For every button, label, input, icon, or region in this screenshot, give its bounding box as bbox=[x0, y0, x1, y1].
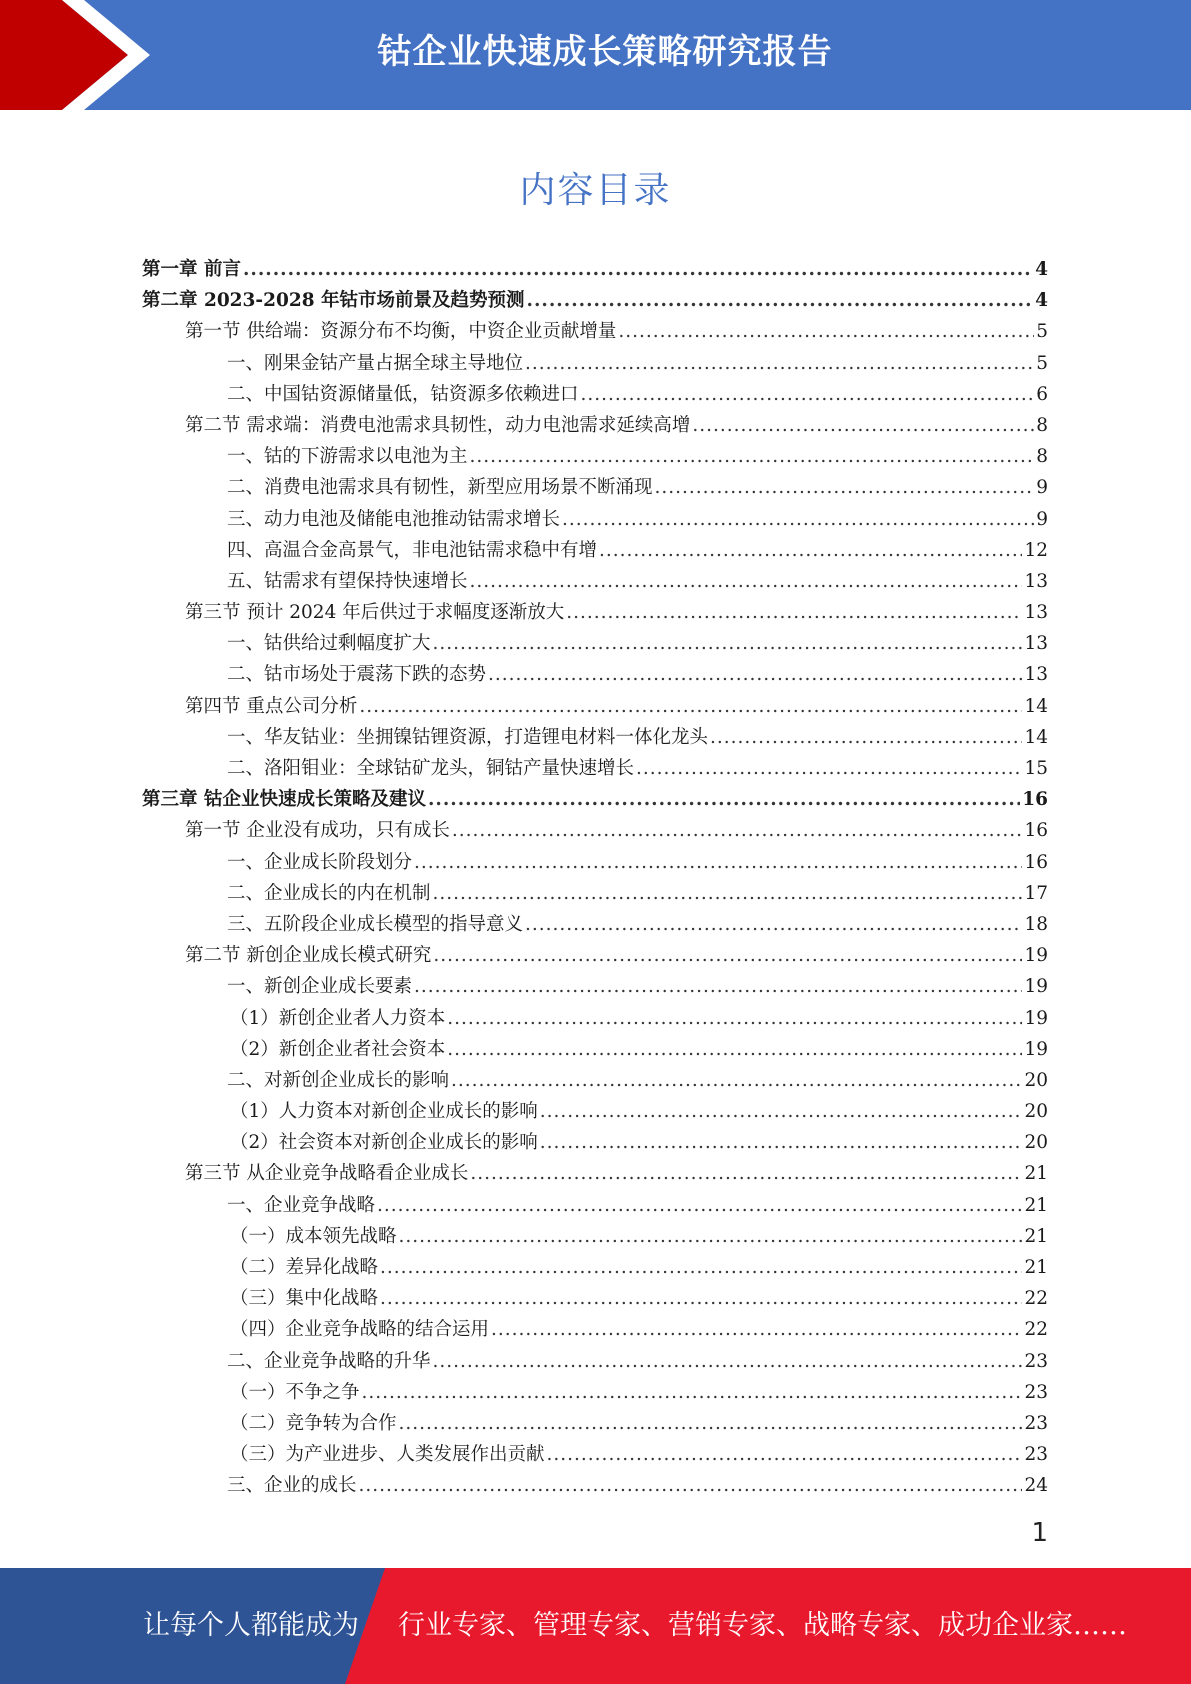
toc-dot-leader bbox=[491, 1314, 1022, 1345]
toc-entry[interactable] bbox=[142, 285, 1048, 316]
toc-entry-page: 23 bbox=[1024, 1381, 1048, 1403]
toc-entry-page: 16 bbox=[1024, 820, 1048, 842]
toc-entry-page: 23 bbox=[1024, 1444, 1048, 1466]
toc-entry-page: 24 bbox=[1024, 1475, 1048, 1497]
toc-dot-leader bbox=[540, 1096, 1023, 1127]
toc-entry[interactable] bbox=[142, 535, 1048, 566]
toc-entry-page: 21 bbox=[1024, 1194, 1048, 1216]
toc-entry-page: 14 bbox=[1024, 726, 1048, 748]
toc-entry[interactable] bbox=[142, 410, 1048, 441]
toc-dot-leader bbox=[433, 878, 1023, 909]
toc-entry[interactable] bbox=[142, 441, 1048, 472]
toc-entry[interactable] bbox=[142, 1283, 1048, 1314]
toc-dot-leader bbox=[581, 379, 1035, 410]
toc-dot-leader bbox=[414, 847, 1022, 878]
toc-entry[interactable] bbox=[142, 1377, 1048, 1408]
toc-entry[interactable] bbox=[142, 566, 1048, 597]
toc-entry[interactable] bbox=[142, 1314, 1048, 1345]
toc-entry-title: 第一节 企业没有成功，只有成长 bbox=[185, 820, 450, 842]
toc-entry-title: （三）集中化战略 bbox=[230, 1288, 379, 1310]
toc-entry[interactable] bbox=[142, 940, 1048, 971]
toc-entry[interactable] bbox=[142, 659, 1048, 690]
toc-dot-leader bbox=[399, 1221, 1023, 1252]
toc-entry-page: 19 bbox=[1024, 976, 1048, 998]
toc-entry[interactable] bbox=[142, 254, 1048, 285]
toc-dot-leader bbox=[359, 691, 1022, 722]
toc-entry-title: 一、华友钴业：坐拥镍钴锂资源，打造锂电材料一体化龙头 bbox=[227, 726, 709, 748]
toc-entry-page: 17 bbox=[1024, 882, 1048, 904]
toc-entry[interactable] bbox=[142, 1408, 1048, 1439]
toc-entry[interactable] bbox=[142, 784, 1048, 815]
toc-entry[interactable] bbox=[142, 722, 1048, 753]
report-title: 钴企业快速成长策略研究报告 bbox=[377, 32, 833, 72]
toc-entry-title: 一、刚果金钴产量占据全球主导地位 bbox=[227, 352, 524, 374]
toc-entry-title: （1）新创企业者人力资本 bbox=[230, 1007, 446, 1029]
toc-entry-page: 12 bbox=[1024, 539, 1048, 561]
toc-entry-title: 第一节 供给端：资源分布不均衡，中资企业贡献增量 bbox=[185, 321, 617, 343]
toc-entry-title: 五、钴需求有望保持快速增长 bbox=[227, 570, 468, 592]
toc-entry[interactable] bbox=[142, 316, 1048, 347]
toc-entry-page: 9 bbox=[1036, 508, 1048, 530]
toc-dot-leader bbox=[527, 285, 1034, 316]
toc-dot-leader bbox=[362, 1377, 1023, 1408]
toc-entry-title: 二、消费电池需求具有韧性，新型应用场景不断涌现 bbox=[227, 477, 653, 499]
toc-entry-title: 第二节 需求端：消费电池需求具韧性，动力电池需求延续高增 bbox=[185, 414, 691, 436]
toc-dot-leader bbox=[447, 1003, 1022, 1034]
toc-entry-title: 四、高温合金高景气，非电池钴需求稳中有增 bbox=[227, 539, 598, 561]
toc-entry-title: 第二章 2023-2028 年钴市场前景及趋势预测 bbox=[142, 290, 525, 312]
toc-entry[interactable] bbox=[142, 1096, 1048, 1127]
toc-dot-leader bbox=[470, 566, 1023, 597]
toc-entry[interactable] bbox=[142, 691, 1048, 722]
toc-entry-page: 15 bbox=[1024, 758, 1048, 779]
toc-dot-leader bbox=[525, 348, 1034, 379]
toc-entry-title: 第三章 钴企业快速成长策略及建议 bbox=[142, 789, 426, 811]
toc-dot-leader bbox=[525, 909, 1022, 940]
toc-entry-page: 13 bbox=[1024, 664, 1048, 686]
toc-entry-page: 5 bbox=[1036, 321, 1048, 343]
toc-entry-page: 14 bbox=[1024, 695, 1048, 717]
toc-entry[interactable] bbox=[142, 1252, 1048, 1283]
toc-entry-title: 二、钴市场处于震荡下跌的态势 bbox=[227, 664, 487, 686]
toc-entry-page: 20 bbox=[1024, 1069, 1048, 1091]
toc-dot-leader bbox=[470, 441, 1035, 472]
table-of-contents bbox=[142, 254, 1048, 1502]
toc-entry-title: （一）不争之争 bbox=[230, 1381, 360, 1403]
toc-entry[interactable] bbox=[142, 1470, 1048, 1501]
page-header bbox=[0, 0, 1191, 110]
toc-dot-leader bbox=[399, 1408, 1023, 1439]
toc-entry-title: 第四节 重点公司分析 bbox=[185, 695, 358, 717]
toc-entry-title: 三、五阶段企业成长模型的指导意义 bbox=[227, 913, 524, 935]
toc-entry[interactable] bbox=[142, 847, 1048, 878]
toc-dot-leader bbox=[599, 535, 1022, 566]
toc-entry[interactable] bbox=[142, 1003, 1048, 1034]
toc-entry-page: 5 bbox=[1036, 352, 1048, 374]
toc-entry-page: 16 bbox=[1024, 851, 1048, 873]
toc-entry[interactable] bbox=[142, 1127, 1048, 1158]
toc-entry-title: 第三节 预计 2024 年后供过于求幅度逐渐放大 bbox=[185, 602, 565, 624]
toc-entry[interactable] bbox=[142, 1065, 1048, 1096]
toc-dot-leader bbox=[562, 504, 1034, 535]
toc-entry[interactable] bbox=[142, 504, 1048, 535]
toc-dot-leader bbox=[692, 410, 1034, 441]
toc-entry[interactable] bbox=[142, 1346, 1048, 1377]
toc-entry-page: 13 bbox=[1024, 633, 1048, 655]
toc-dot-leader bbox=[359, 1470, 1023, 1501]
toc-entry-title: （2）社会资本对新创企业成长的影响 bbox=[230, 1132, 538, 1154]
toc-dot-leader bbox=[414, 971, 1022, 1002]
toc-entry-page: 4 bbox=[1035, 259, 1048, 280]
toc-entry[interactable] bbox=[142, 909, 1048, 940]
toc-dot-leader bbox=[451, 1065, 1022, 1096]
page-number: 1 bbox=[1031, 1518, 1048, 1548]
toc-entry[interactable] bbox=[142, 753, 1048, 784]
toc-entry-page: 13 bbox=[1024, 602, 1048, 624]
toc-dot-leader bbox=[540, 1127, 1023, 1158]
toc-entry-title: 二、企业成长的内在机制 bbox=[227, 882, 431, 904]
toc-entry-title: 一、企业竞争战略 bbox=[227, 1194, 376, 1216]
toc-entry[interactable] bbox=[142, 971, 1048, 1002]
toc-dot-leader bbox=[618, 316, 1034, 347]
toc-dot-leader bbox=[710, 722, 1022, 753]
toc-entry-page: 19 bbox=[1024, 945, 1048, 967]
toc-dot-leader bbox=[470, 1158, 1022, 1189]
toc-entry-title: 二、企业竞争战略的升华 bbox=[227, 1350, 431, 1372]
toc-heading: 内容目录 bbox=[519, 170, 672, 211]
toc-dot-leader bbox=[243, 254, 1033, 285]
toc-entry[interactable] bbox=[142, 628, 1048, 659]
toc-entry-title: 二、中国钴资源储量低，钴资源多依赖进口 bbox=[227, 383, 579, 405]
toc-entry-page: 20 bbox=[1024, 1132, 1048, 1154]
toc-entry-title: 二、对新创企业成长的影响 bbox=[227, 1069, 450, 1091]
toc-entry[interactable] bbox=[142, 379, 1048, 410]
toc-entry-page: 23 bbox=[1024, 1412, 1048, 1434]
toc-entry-page: 21 bbox=[1024, 1163, 1048, 1185]
toc-entry[interactable] bbox=[142, 878, 1048, 909]
toc-dot-leader bbox=[636, 753, 1022, 784]
toc-entry-title: （1）人力资本对新创企业成长的影响 bbox=[230, 1101, 538, 1123]
toc-entry-title: 第一章 前言 bbox=[142, 259, 241, 280]
toc-entry-title: （二）差异化战略 bbox=[230, 1257, 379, 1278]
toc-entry-title: （四）企业竞争战略的结合运用 bbox=[230, 1319, 490, 1341]
toc-entry-title: （一）成本领先战略 bbox=[230, 1225, 397, 1247]
toc-dot-leader bbox=[566, 597, 1022, 628]
toc-entry-title: 三、企业的成长 bbox=[227, 1475, 357, 1497]
toc-entry-page: 21 bbox=[1024, 1257, 1048, 1278]
toc-entry-page: 22 bbox=[1024, 1288, 1048, 1310]
toc-entry-page: 22 bbox=[1024, 1319, 1048, 1341]
toc-entry-title: 一、企业成长阶段划分 bbox=[227, 851, 413, 873]
toc-entry-page: 19 bbox=[1024, 1038, 1048, 1060]
toc-entry-page: 21 bbox=[1024, 1225, 1048, 1247]
toc-entry[interactable] bbox=[142, 1034, 1048, 1065]
toc-dot-leader bbox=[433, 940, 1022, 971]
toc-entry-page: 4 bbox=[1035, 290, 1048, 312]
toc-entry[interactable] bbox=[142, 1439, 1048, 1470]
toc-entry[interactable] bbox=[142, 815, 1048, 846]
toc-entry-page: 8 bbox=[1036, 414, 1048, 436]
toc-entry[interactable] bbox=[142, 472, 1048, 503]
toc-dot-leader bbox=[488, 659, 1022, 690]
footer-slogan-left: 让每个人都能成为 bbox=[143, 1610, 359, 1641]
toc-dot-leader bbox=[380, 1252, 1022, 1283]
toc-entry-page: 13 bbox=[1024, 570, 1048, 592]
toc-entry[interactable] bbox=[142, 1190, 1048, 1221]
toc-dot-leader bbox=[452, 815, 1023, 846]
toc-entry-page: 23 bbox=[1024, 1350, 1048, 1372]
toc-entry-page: 20 bbox=[1024, 1101, 1048, 1123]
toc-entry-page: 9 bbox=[1036, 477, 1048, 499]
toc-dot-leader bbox=[428, 784, 1020, 815]
toc-dot-leader bbox=[377, 1190, 1022, 1221]
toc-entry-page: 19 bbox=[1024, 1007, 1048, 1029]
toc-entry[interactable] bbox=[142, 1158, 1048, 1189]
toc-entry[interactable] bbox=[142, 348, 1048, 379]
toc-entry[interactable] bbox=[142, 597, 1048, 628]
toc-entry-page: 18 bbox=[1024, 913, 1048, 935]
toc-dot-leader bbox=[655, 472, 1035, 503]
toc-dot-leader bbox=[447, 1034, 1022, 1065]
toc-entry-title: 一、钴供给过剩幅度扩大 bbox=[227, 633, 431, 655]
toc-entry-title: 第二节 新创企业成长模式研究 bbox=[185, 945, 432, 967]
toc-dot-leader bbox=[380, 1283, 1022, 1314]
toc-entry-page: 8 bbox=[1036, 446, 1048, 468]
toc-entry-title: （三）为产业进步、人类发展作出贡献 bbox=[230, 1444, 545, 1466]
toc-entry-title: （二）竞争转为合作 bbox=[230, 1412, 397, 1434]
toc-entry-title: 三、动力电池及储能电池推动钴需求增长 bbox=[227, 508, 561, 530]
toc-entry-title: 第三节 从企业竞争战略看企业成长 bbox=[185, 1163, 469, 1185]
toc-dot-leader bbox=[433, 1346, 1023, 1377]
toc-entry-page: 16 bbox=[1022, 789, 1048, 811]
toc-entry[interactable] bbox=[142, 1221, 1048, 1252]
toc-entry-title: 一、钴的下游需求以电池为主 bbox=[227, 446, 468, 468]
toc-dot-leader bbox=[547, 1439, 1023, 1470]
toc-entry-title: 二、洛阳钼业：全球钴矿龙头，铜钴产量快速增长 bbox=[227, 758, 635, 779]
toc-dot-leader bbox=[433, 628, 1023, 659]
toc-entry-title: （2）新创企业者社会资本 bbox=[230, 1038, 446, 1060]
toc-entry-title: 一、新创企业成长要素 bbox=[227, 976, 413, 998]
page-footer bbox=[0, 1568, 1191, 1684]
footer-slogan-right: 行业专家、管理专家、营销专家、战略专家、成功企业家…… bbox=[398, 1610, 1127, 1641]
toc-entry-page: 6 bbox=[1036, 383, 1048, 405]
